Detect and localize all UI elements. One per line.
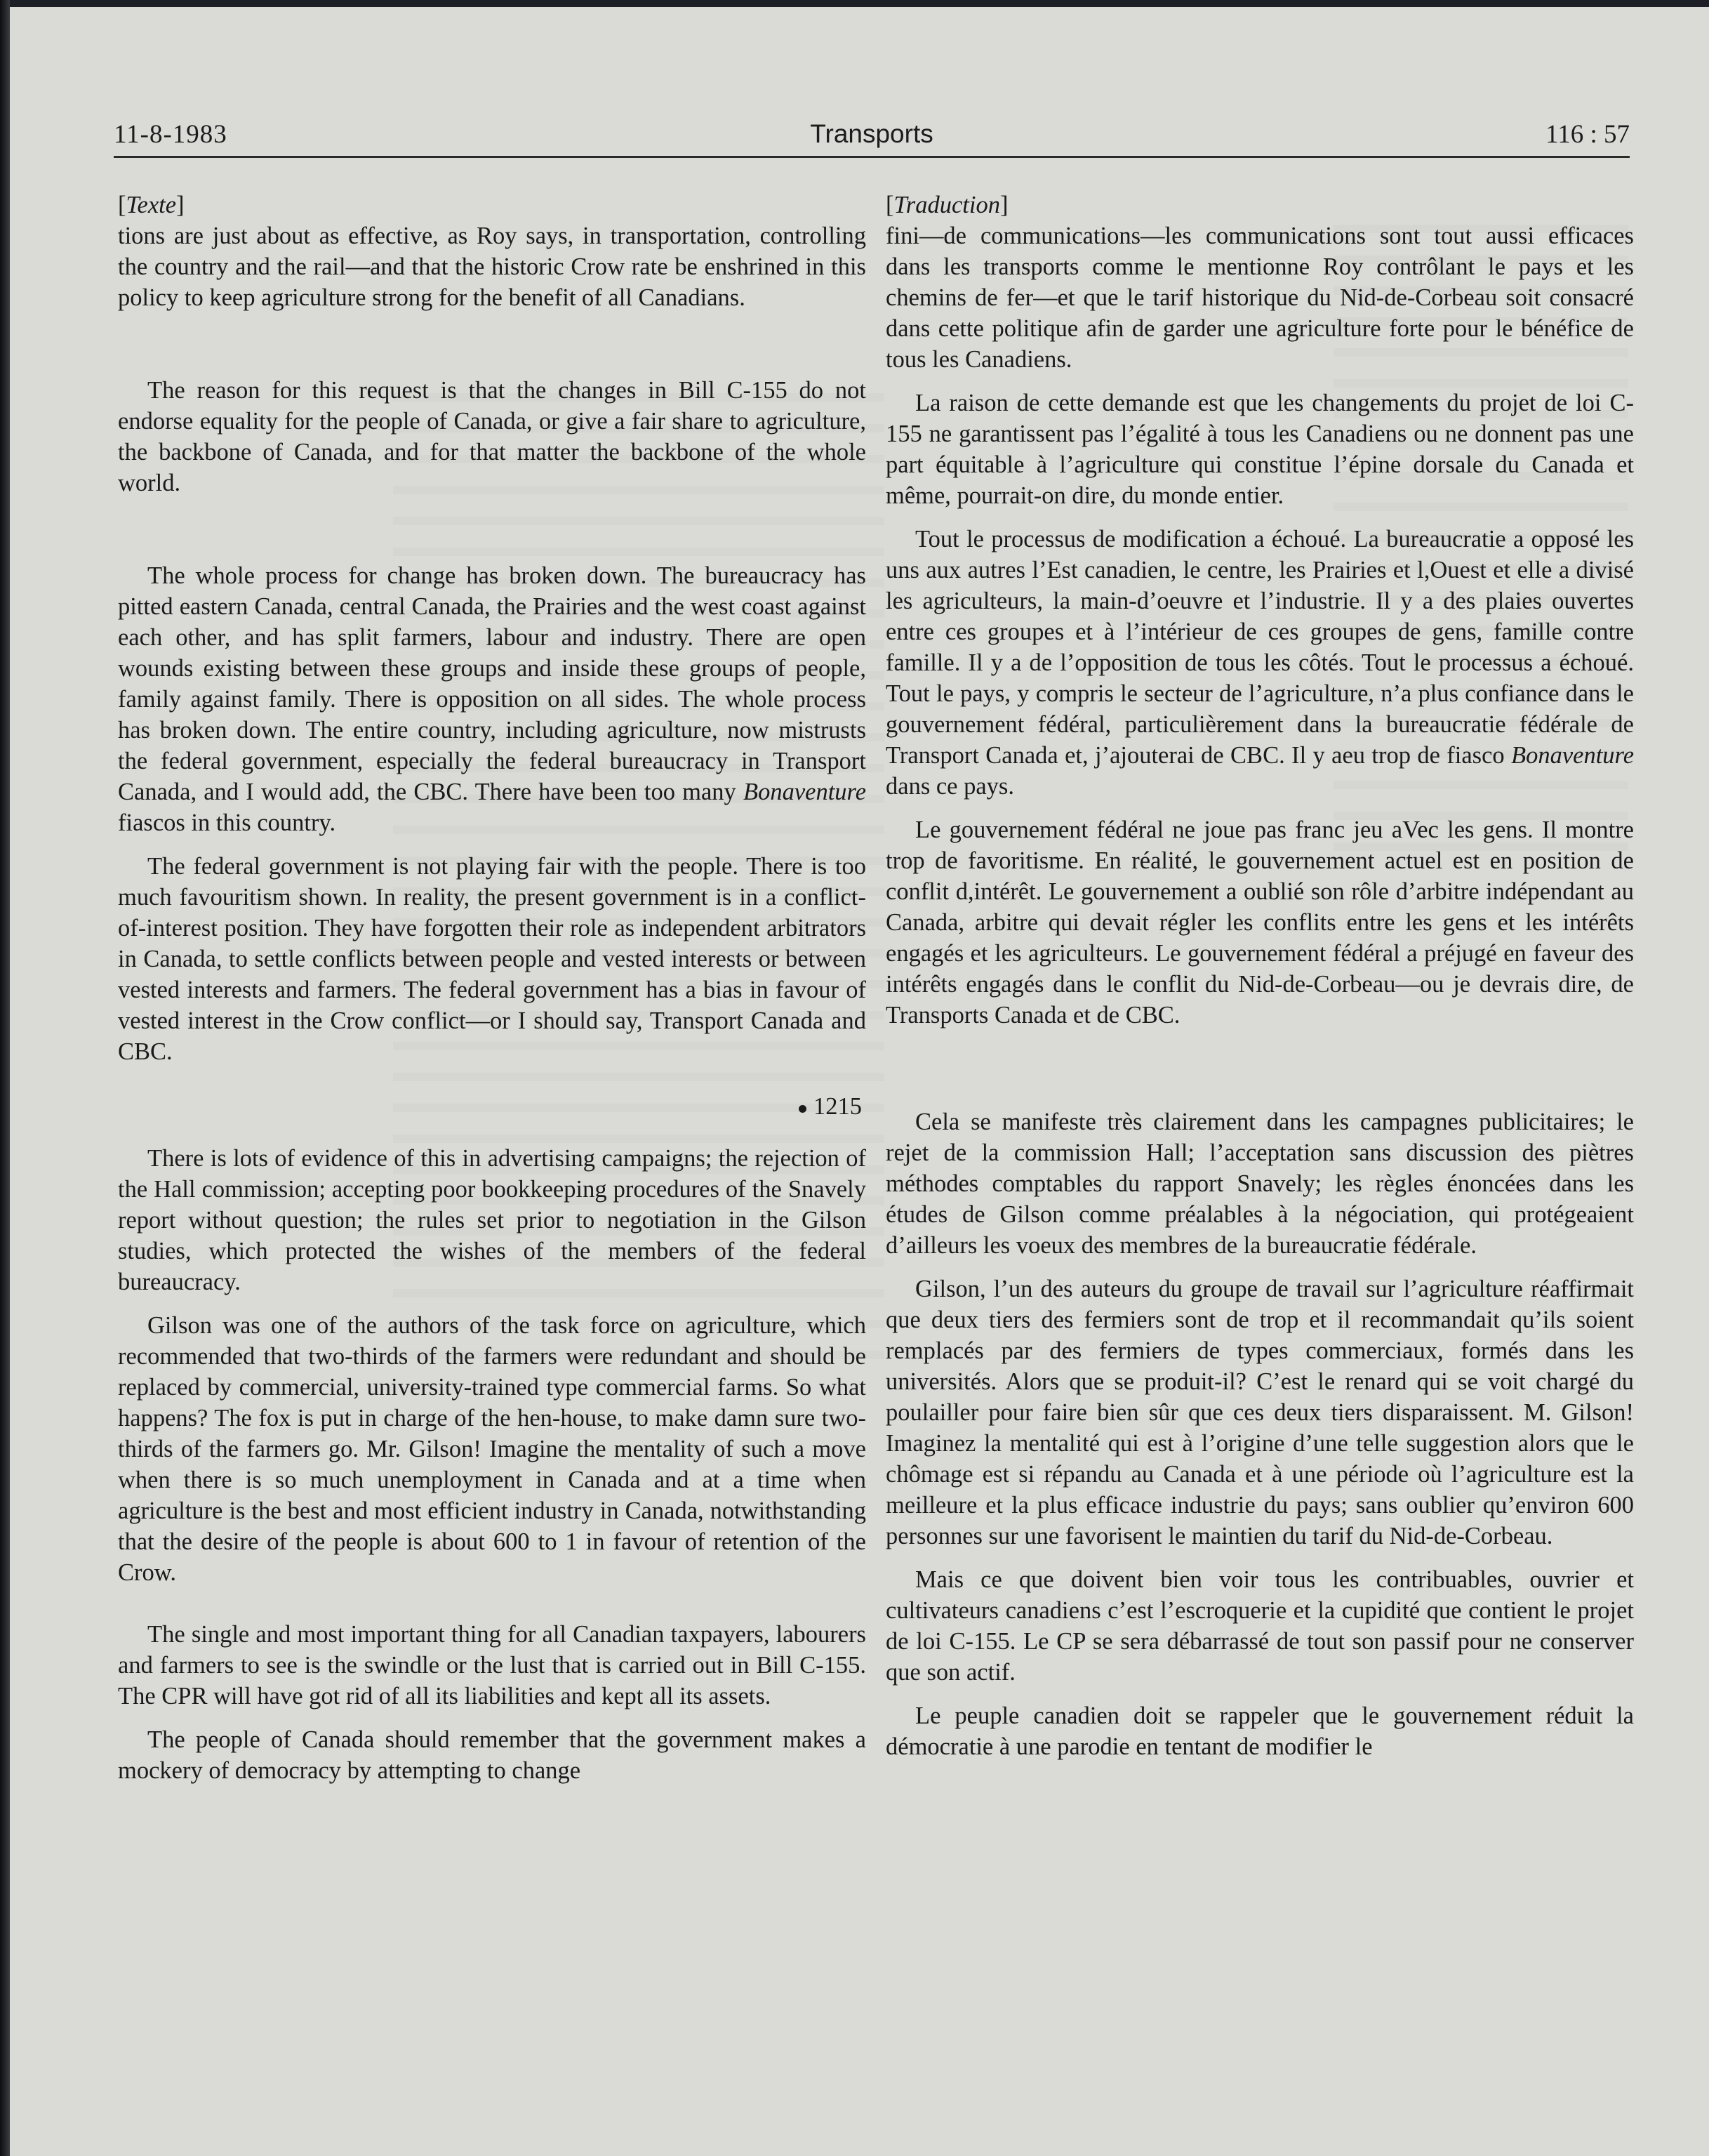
right-paragraph-2: La raison de cette demande est que les changements du projet de loi C-155 ne garantissent pas l’égalité à tous les Canadiens ou ne donnent pas une part équitable à l’agriculture qui constitue l’épine dorsale du Canada et même, pourrait-on dire, du monde entier. — [886, 390, 1634, 509]
left-column-english — [118, 190, 866, 1786]
right-paragraph-1: fini—de communications—les communications sont tout aussi efficaces dans les transports comme le mentionne Roy contrôlant le pays et les chemins de fer—et que le tarif historique du Nid-de-Corbeau soit consacré dans cette politique afin de garder une agriculture forte pour le bénéfice de tous les Canadiens. — [886, 223, 1634, 373]
left-paragraph-6: Gilson was one of the authors of the task force on agriculture, which recommended that two-thirds of the farmers were redundant and should be replaced by commercial, university-trained type commercial farms. So what happens? The fox is put in charge of the hen-house, to make damn sure two-thirds of the farmers go. Mr. Gilson! Imagine the mentality of such a move when there is so much unemployment in Canada and at a time when agriculture is the best and most efficient industry in Canada, notwithstanding that the desire of the people is about 600 to 1 in favour of retention of the Crow. — [118, 1312, 866, 1586]
right-paragraph-5: Cela se manifeste très clairement dans les campagnes publicitaires; le rejet de la commission Hall; l’acceptation sans discussion des piètres méthodes comptables du rapport Snavely; les règles énoncées dans les études de Gilson comme préalables à la négociation, qui protégeaient d’ailleurs les voeux des membres de la bureaucratie fédérale. — [886, 1109, 1634, 1259]
left-italic-bonaventure: Bonaventure — [743, 779, 867, 805]
right-paragraph-3: Tout le processus de modification a échoué. La bureaucratie a opposé les uns aux autres l’Est canadien, le centre, les Prairies et l,Ouest et elle a divisé les agriculteurs, la main-d’oeuvre et l’industrie. Il y a des plaies ouvertes entre ces groupes et à l’intérieur de ces groupes de gens, famille contre famille. Il y a de l’opposition de tous les côtés. Tout le processus a échoué. Tout le pays, y compris le secteur de l’agriculture, n’a plus confiance dans le gouvernement fédéral, particulièrement dans la bureaucratie fédérale de Transport Canada et, j’ajouterai de CBC. Il y aeu trop de fiasco Bonaventure dans ce pays. — [886, 526, 1635, 800]
left-paragraph-3: The whole process for change has broken down. The bureaucracy has pitted eastern Canada, central Canada, the Prairies and the west coast against each other, and has split farmers, labour and industry. There are open wounds existing between these groups and inside these groups of people, family against family. There is opposition on all sides. The whole process has broken down. The entire country, including agriculture, now mistrusts the federal government, especially the federal bureaucracy in Transport Canada, and I would add, the CBC. There have been too many Bonaventure fiascos in this country. — [118, 562, 867, 836]
left-paragraph-2: The reason for this request is that the changes in Bill C-155 do not endorse equality for the people of Canada, or give a fair share to agriculture, the backbone of Canada, and for that matter the backbone of the whole world. — [118, 377, 866, 496]
bullet-dot-icon — [799, 1105, 806, 1113]
header-rule — [114, 156, 1630, 158]
header-title: Transports — [810, 119, 933, 148]
right-paragraph-7: Mais ce que doivent bien voir tous les contribuables, ouvrier et cultivateurs canadiens c’est l’escroquerie et la cupidité que contient le projet de loi C-155. Le CP se sera débarrassé de tout son passif pour ne conserver que son actif. — [886, 1566, 1634, 1686]
left-paragraph-7: The single and most important thing for all Canadian taxpayers, labourers and farmers to see is the swindle or the lust that is carried out in Bill C-155. The CPR will have got rid of all its liabilities and kept all its assets. — [118, 1621, 866, 1709]
time-marker: 1215 — [118, 1091, 866, 1122]
right-paragraph-6: Gilson, l’un des auteurs du groupe de travail sur l’agriculture réaffirmait que deux tiers des fermiers sont de trop et il recommandait qu’ils soient remplacés par des fermiers de types commerciaux, formés dans les universités. Alors que se produit-il? C’est le renard qui se voit chargé du poulailler pour faire bien sûr que ces deux tiers disparaissent. M. Gilson! Imaginez la mentalité qui est à l’origine d’une telle suggestion alors que le chômage est si répandu au Canada et à une période où l’agriculture est la meilleure et la plus efficace industrie du pays; sans oublier qu’environ 600 personnes sur une favorisent le maintien du tarif du Nid-de-Corbeau. — [886, 1276, 1634, 1549]
left-paragraph-5: There is lots of evidence of this in advertising campaigns; the rejection of the Hall commission; accepting poor bookkeeping procedures of the Snavely report without question; the rules set prior to negotiation in the Gilson studies, which protected the wishes of the members of the federal bureaucracy. — [118, 1145, 866, 1295]
header-page-number: 116 : 57 — [1545, 120, 1630, 149]
right-section-tag: [Traduction] — [886, 192, 1009, 218]
running-header — [114, 119, 1630, 156]
header-date: 11-8-1983 — [114, 120, 227, 149]
right-column-french — [886, 190, 1634, 1762]
right-paragraph-8: Le peuple canadien doit se rappeler que le gouvernement réduit la démocratie à une parodie en tentant de modifier le — [886, 1702, 1634, 1760]
right-italic-bonaventure: Bonaventure — [1511, 742, 1635, 769]
left-paragraph-4: The federal government is not playing fair with the people. There is too much favouritism shown. In reality, the present government is in a conflict-of-interest position. They have forgotten their role as independent arbitrators in Canada, to settle conflicts between people and vested interests or between vested interests and farmers. The federal government has a bias in favour of vested interest in the Crow conflict—or I should say, Transport Canada and CBC. — [118, 853, 866, 1065]
right-paragraph-4: Le gouvernement fédéral ne joue pas franc jeu aVec les gens. Il montre trop de favoritisme. En réalité, le gouvernement actuel est en position de conflit d,intérêt. Le gouvernement a oublié son rôle d’arbitre indépendant au Canada, arbitre qui devait régler les conflits entre les gens et les intérêts engagés et les agriculteurs. Le gouvernement fédéral a préjugé en faveur des intérêts engagés dans le conflit du Nid-de-Corbeau—ou je devrais dire, de Transports Canada et de CBC. — [886, 816, 1634, 1029]
book-spine-shadow — [0, 0, 10, 2156]
left-paragraph-8: The people of Canada should remember that the government makes a mockery of democracy by attempting to change — [118, 1726, 866, 1784]
left-paragraph-1: tions are just about as effective, as Roy says, in transportation, controlling the country and the rail—and that the historic Crow rate be enshrined in this policy to keep agriculture strong for the benefit of all Canadians. — [118, 223, 866, 311]
left-section-tag: [Texte] — [118, 192, 185, 218]
